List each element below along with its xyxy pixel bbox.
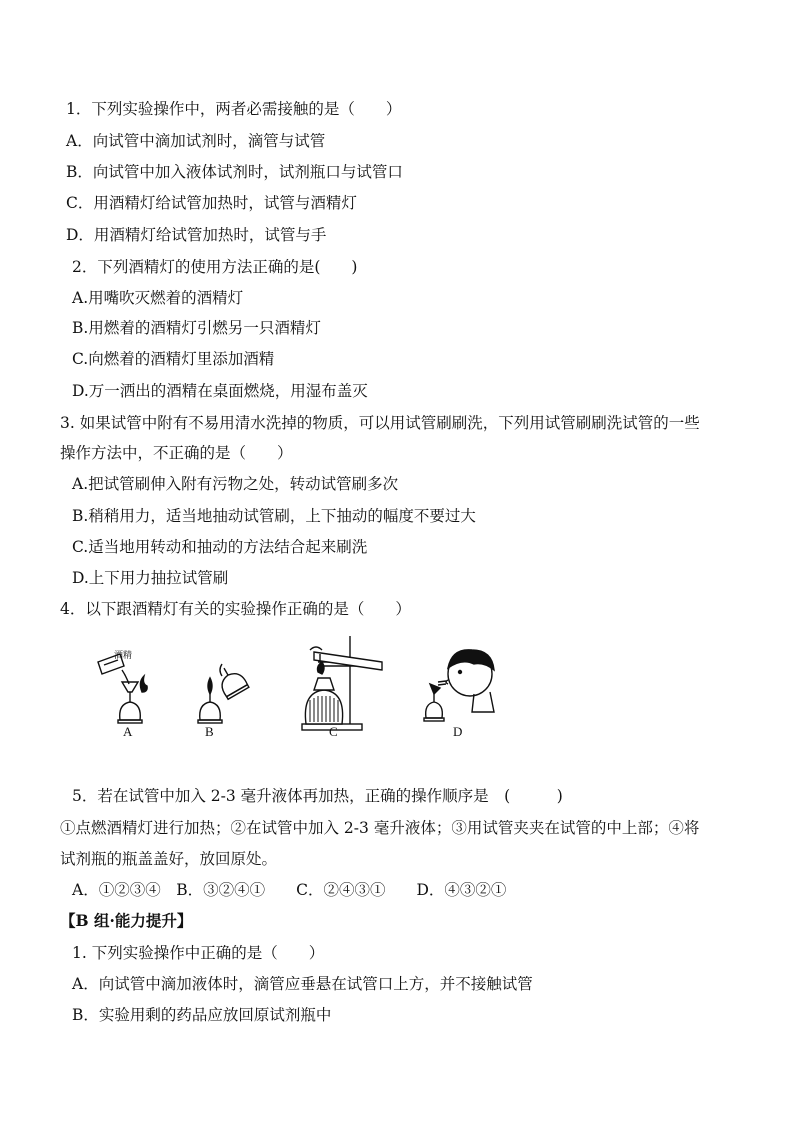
- q1-option-a: A．向试管中滴加试剂时，滴管与试管: [66, 132, 326, 150]
- figure-label-c: C: [329, 724, 338, 739]
- q1-stem: 1．下列实验操作中，两者必需接触的是（ ）: [66, 100, 402, 118]
- q1-option-b: B．向试管中加入液体试剂时，试剂瓶口与试管口: [66, 163, 403, 181]
- q2-option-d: D.万一洒出的酒精在桌面燃烧，用湿布盖灭: [72, 382, 368, 400]
- q1-option-d: D．用酒精灯给试管加热时，试管与手: [66, 226, 327, 244]
- figure-a-alcohol-label: 酒精: [114, 651, 133, 661]
- q5-steps-line2: 试剂瓶的瓶盖盖好，放回原处。: [60, 850, 278, 868]
- figure-a-drawing: [98, 654, 147, 723]
- b-q1-option-a: A．向试管中滴加液体时，滴管应垂悬在试管口上方，并不接触试管: [72, 975, 533, 993]
- q3-option-d: D.上下用力抽拉试管刷: [72, 569, 229, 587]
- q3-option-b: B.稍稍用力，适当地抽动试管刷，上下抽动的幅度不要过大: [72, 507, 476, 525]
- figure-label-d: D: [453, 724, 463, 739]
- figure-c-drawing: [302, 636, 382, 730]
- q3-stem-line1: 3. 如果试管中附有不易用清水洗掉的物质，可以用试管刷刷洗，下列用试管刷刷洗试管的一些: [60, 414, 700, 432]
- q2-stem: 2．下列酒精灯的使用方法正确的是( ): [72, 258, 358, 276]
- q5-options: A．①②③④ B．③②④① C．②④③① D．④③②①: [72, 881, 507, 899]
- b-q1-stem: 1. 下列实验操作中正确的是（ ）: [72, 944, 325, 962]
- q3-stem-line2: 操作方法中，不正确的是（ ）: [60, 444, 293, 462]
- q2-option-a: A.用嘴吹灭燃着的酒精灯: [72, 289, 244, 307]
- alcohol-lamp-illustration: [92, 632, 512, 744]
- q3-option-a: A.把试管刷伸入附有污物之处，转动试管刷多次: [72, 475, 399, 493]
- q3-option-c: C.适当地用转动和抽动的方法结合起来刷洗: [72, 538, 368, 556]
- q2-option-b: B.用燃着的酒精灯引燃另一只酒精灯: [72, 319, 321, 337]
- figure-label-a: A: [123, 724, 133, 739]
- q4-stem: 4．以下跟酒精灯有关的实验操作正确的是（ ）: [60, 600, 411, 618]
- figure-d-drawing: [424, 650, 494, 721]
- q5-steps-line1: ①点燃酒精灯进行加热；②在试管中加入 2-3 毫升液体；③用试管夹夹在试管的中上部；④将: [60, 819, 700, 837]
- q2-option-c: C.向燃着的酒精灯里添加酒精: [72, 350, 275, 368]
- q5-stem: 5．若在试管中加入 2-3 毫升液体再加热，正确的操作顺序是 ( ): [72, 787, 563, 805]
- q1-option-c: C．用酒精灯给试管加热时，试管与酒精灯: [66, 194, 357, 212]
- q4-figure: [92, 632, 512, 744]
- figure-b-drawing: [198, 662, 249, 723]
- section-b-heading: 【B 组·能力提升】: [60, 911, 193, 930]
- figure-label-b: B: [205, 724, 214, 739]
- b-q1-option-b: B．实验用剩的药品应放回原试剂瓶中: [72, 1006, 332, 1024]
